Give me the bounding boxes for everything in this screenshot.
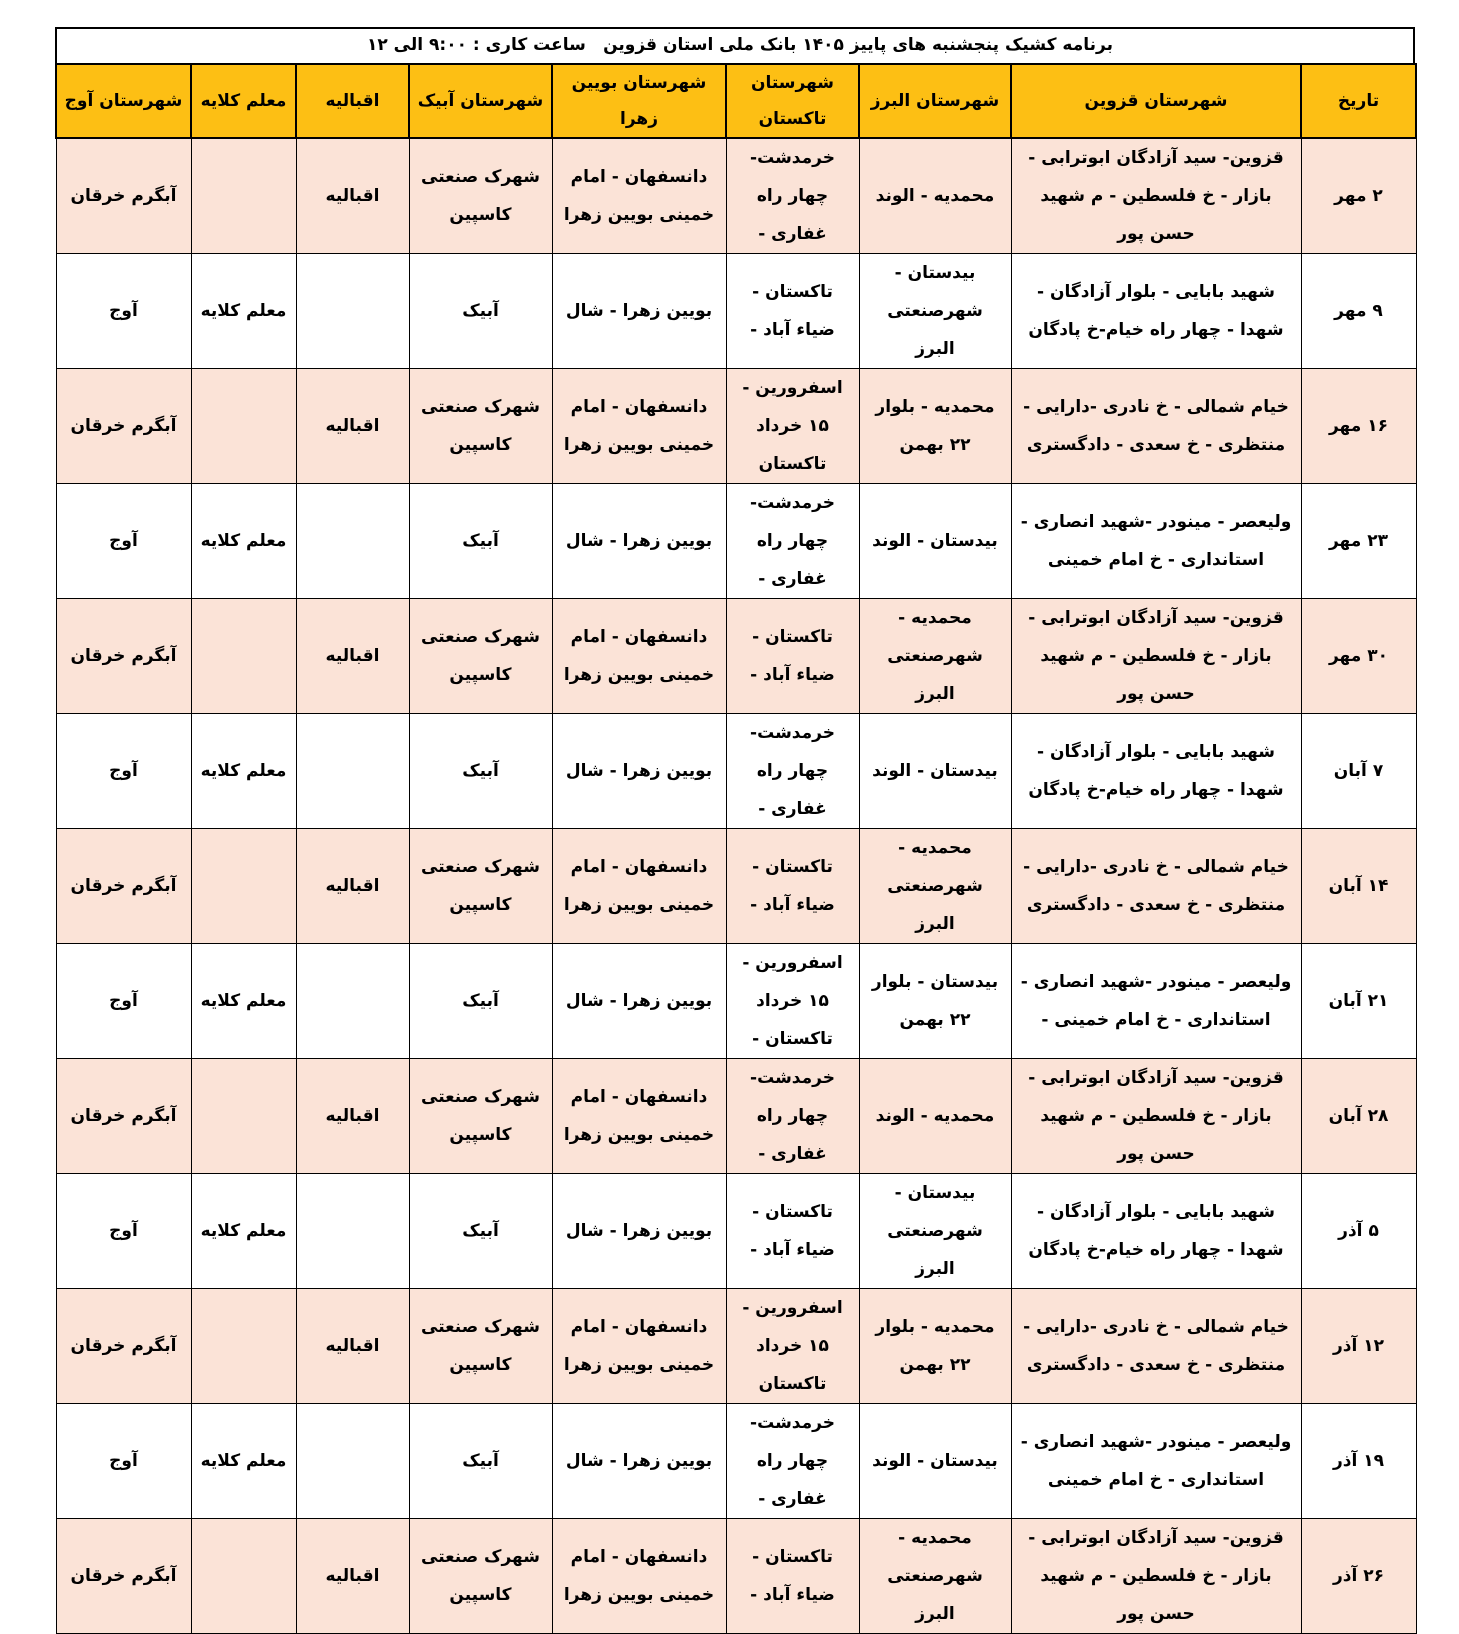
header-takestan: شهرستان تاکستان bbox=[726, 64, 859, 138]
cell-text: آوج bbox=[109, 301, 138, 321]
cell-text: معلم کلایه bbox=[200, 301, 287, 321]
cell-text: اسفرورین - ۱۵ خرداد تاکستان bbox=[742, 1298, 843, 1394]
cell-text: آبگرم خرقان bbox=[70, 1566, 177, 1586]
table-row bbox=[56, 1174, 1416, 1289]
cell-takestan bbox=[726, 714, 859, 829]
cell-text: بویین زهرا - شال bbox=[565, 1451, 713, 1471]
cell-moallem bbox=[191, 1059, 296, 1174]
cell-text: دانسفهان - امام خمینی بویین زهرا bbox=[563, 1087, 715, 1145]
cell-moallem bbox=[191, 1519, 296, 1634]
cell-buinzahra bbox=[552, 484, 726, 599]
cell-text: بیدستان - الوند bbox=[872, 1451, 998, 1471]
cell-qazvin bbox=[1011, 484, 1301, 599]
cell-date bbox=[1301, 1059, 1416, 1174]
cell-text: ولیعصر - مینودر -شهید انصاری - استانداری - خ امام خمینی - bbox=[1020, 972, 1292, 1030]
cell-text: شهرک صنعتی کاسپین bbox=[421, 627, 540, 685]
cell-text: دانسفهان - امام خمینی بویین زهرا bbox=[563, 857, 715, 915]
cell-alborz bbox=[859, 254, 1011, 369]
cell-avaj bbox=[56, 599, 191, 714]
cell-text: خرمدشت- چهار راه غفاری - bbox=[750, 1068, 835, 1164]
cell-text: شهید بابایی - بلوار آزادگان - شهدا - چهار راه خیام-خ پادگان bbox=[1028, 742, 1284, 800]
cell-alborz bbox=[859, 138, 1011, 254]
cell-abyek bbox=[409, 254, 552, 369]
cell-abyek bbox=[409, 599, 552, 714]
title-bar bbox=[55, 27, 1415, 63]
cell-date bbox=[1301, 369, 1416, 484]
cell-text: آبگرم خرقان bbox=[70, 876, 177, 896]
cell-date bbox=[1301, 599, 1416, 714]
cell-text: خیام شمالی - خ نادری -دارایی - منتظری - خ سعدی - دادگستری bbox=[1023, 1317, 1289, 1375]
cell-text: بیدستان - الوند bbox=[872, 761, 998, 781]
schedule-table bbox=[55, 63, 1417, 1634]
header-avaj: شهرستان آوج bbox=[56, 64, 191, 138]
cell-qazvin bbox=[1011, 599, 1301, 714]
cell-takestan bbox=[726, 1174, 859, 1289]
cell-alborz bbox=[859, 1289, 1011, 1404]
cell-text: تاکستان - ضیاء آباد - bbox=[750, 1547, 835, 1605]
cell-date bbox=[1301, 829, 1416, 944]
cell-text: قزوین- سید آزادگان ابوترابی - بازار - خ فلسطین - م شهید حسن پور bbox=[1028, 1068, 1284, 1164]
table-row bbox=[56, 1289, 1416, 1404]
cell-alborz bbox=[859, 599, 1011, 714]
header-buinzahra: شهرستان بویین زهرا bbox=[552, 64, 726, 138]
cell-text: محمدیه - شهرصنعتی البرز bbox=[887, 838, 983, 934]
header-row bbox=[56, 64, 1416, 138]
cell-text: قزوین- سید آزادگان ابوترابی - بازار - خ فلسطین - م شهید حسن پور bbox=[1028, 1528, 1284, 1624]
cell-moallem bbox=[191, 1174, 296, 1289]
cell-buinzahra bbox=[552, 829, 726, 944]
cell-abyek bbox=[409, 829, 552, 944]
cell-moallem bbox=[191, 138, 296, 254]
cell-avaj bbox=[56, 1174, 191, 1289]
cell-date bbox=[1301, 714, 1416, 829]
cell-alborz bbox=[859, 1519, 1011, 1634]
cell-text: ۱۶ مهر bbox=[1328, 416, 1388, 436]
cell-abyek bbox=[409, 1289, 552, 1404]
cell-text: آوج bbox=[109, 1221, 138, 1241]
cell-text: دانسفهان - امام خمینی بویین زهرا bbox=[563, 1317, 715, 1375]
cell-abyek bbox=[409, 1519, 552, 1634]
cell-qazvin bbox=[1011, 254, 1301, 369]
cell-text: ۳۰ مهر bbox=[1328, 646, 1388, 666]
cell-text: آبیک bbox=[462, 991, 499, 1011]
cell-text: آبیک bbox=[462, 761, 499, 781]
cell-takestan bbox=[726, 1519, 859, 1634]
cell-abyek bbox=[409, 714, 552, 829]
cell-text: خرمدشت- چهار راه غفاری - bbox=[750, 723, 835, 819]
header-moallem-kalayeh: معلم کلایه bbox=[191, 64, 296, 138]
cell-text: ۱۴ آبان bbox=[1328, 876, 1389, 896]
cell-text: تاکستان - ضیاء آباد - bbox=[750, 1202, 835, 1260]
cell-text: دانسفهان - امام خمینی بویین زهرا bbox=[563, 627, 715, 685]
cell-buinzahra bbox=[552, 369, 726, 484]
table-row bbox=[56, 944, 1416, 1059]
cell-abyek bbox=[409, 1404, 552, 1519]
cell-text: اقبالیه bbox=[325, 186, 380, 206]
cell-text: ولیعصر - مینودر -شهید انصاری - استانداری - خ امام خمینی bbox=[1020, 1432, 1292, 1490]
cell-moallem bbox=[191, 484, 296, 599]
table-row bbox=[56, 1059, 1416, 1174]
cell-text: محمدیه - الوند bbox=[875, 186, 995, 206]
cell-eqbalieh bbox=[296, 369, 409, 484]
table-row bbox=[56, 829, 1416, 944]
cell-text: خرمدشت- چهار راه غفاری - bbox=[750, 493, 835, 589]
cell-text: ۲۶ آذر bbox=[1332, 1566, 1385, 1586]
cell-buinzahra bbox=[552, 1289, 726, 1404]
cell-eqbalieh bbox=[296, 829, 409, 944]
cell-moallem bbox=[191, 254, 296, 369]
cell-buinzahra bbox=[552, 138, 726, 254]
cell-qazvin bbox=[1011, 1289, 1301, 1404]
cell-qazvin bbox=[1011, 714, 1301, 829]
cell-qazvin bbox=[1011, 829, 1301, 944]
cell-text: محمدیه - شهرصنعتی البرز bbox=[887, 1528, 983, 1624]
table-row bbox=[56, 1404, 1416, 1519]
cell-text: تاکستان - ضیاء آباد - bbox=[750, 627, 835, 685]
cell-qazvin bbox=[1011, 369, 1301, 484]
table-row bbox=[56, 1519, 1416, 1634]
cell-alborz bbox=[859, 1404, 1011, 1519]
cell-text: معلم کلایه bbox=[200, 991, 287, 1011]
cell-eqbalieh bbox=[296, 254, 409, 369]
cell-text: اسفرورین - ۱۵ خرداد تاکستان - bbox=[742, 953, 843, 1049]
cell-text: بیدستان - شهرصنعتی البرز bbox=[887, 263, 983, 359]
cell-qazvin bbox=[1011, 1174, 1301, 1289]
header-eqbalieh: اقبالیه bbox=[296, 64, 409, 138]
cell-text: اقبالیه bbox=[325, 1336, 380, 1356]
cell-eqbalieh bbox=[296, 1059, 409, 1174]
header-alborz: شهرستان البرز bbox=[859, 64, 1011, 138]
cell-alborz bbox=[859, 944, 1011, 1059]
cell-avaj bbox=[56, 829, 191, 944]
cell-alborz bbox=[859, 484, 1011, 599]
working-hours: ساعت کاری : ۹:۰۰ الی ۱۲ bbox=[367, 35, 586, 55]
cell-text: ۵ آذر bbox=[1338, 1221, 1379, 1241]
cell-takestan bbox=[726, 1059, 859, 1174]
cell-text: آبگرم خرقان bbox=[70, 416, 177, 436]
cell-eqbalieh bbox=[296, 1519, 409, 1634]
cell-text: اقبالیه bbox=[325, 876, 380, 896]
cell-text: دانسفهان - امام خمینی بویین زهرا bbox=[563, 397, 715, 455]
cell-buinzahra bbox=[552, 599, 726, 714]
cell-text: محمدیه - بلوار ۲۲ بهمن bbox=[875, 397, 995, 455]
cell-avaj bbox=[56, 1404, 191, 1519]
cell-takestan bbox=[726, 138, 859, 254]
cell-avaj bbox=[56, 1289, 191, 1404]
cell-avaj bbox=[56, 369, 191, 484]
cell-takestan bbox=[726, 484, 859, 599]
cell-alborz bbox=[859, 1059, 1011, 1174]
table-row bbox=[56, 254, 1416, 369]
cell-buinzahra bbox=[552, 1059, 726, 1174]
cell-text: آبگرم خرقان bbox=[70, 646, 177, 666]
cell-text: بویین زهرا - شال bbox=[565, 301, 713, 321]
cell-text: آبگرم خرقان bbox=[70, 1106, 177, 1126]
cell-alborz bbox=[859, 369, 1011, 484]
cell-takestan bbox=[726, 944, 859, 1059]
cell-takestan bbox=[726, 599, 859, 714]
cell-moallem bbox=[191, 1289, 296, 1404]
cell-text: ولیعصر - مینودر -شهید انصاری - استانداری - خ امام خمینی bbox=[1020, 512, 1292, 570]
cell-text: دانسفهان - امام خمینی بویین زهرا bbox=[563, 1547, 715, 1605]
cell-text: شهید بابایی - بلوار آزادگان - شهدا - چهار راه خیام-خ پادگان bbox=[1028, 282, 1284, 340]
cell-text: محمدیه - الوند bbox=[875, 1106, 995, 1126]
cell-text: ۹ مهر bbox=[1334, 301, 1383, 321]
table-row bbox=[56, 484, 1416, 599]
cell-text: معلم کلایه bbox=[200, 531, 287, 551]
table-row bbox=[56, 599, 1416, 714]
cell-eqbalieh bbox=[296, 599, 409, 714]
cell-abyek bbox=[409, 138, 552, 254]
cell-text: آوج bbox=[109, 531, 138, 551]
cell-buinzahra bbox=[552, 714, 726, 829]
cell-abyek bbox=[409, 484, 552, 599]
cell-text: خرمدشت- چهار راه غفاری - bbox=[750, 148, 835, 244]
cell-qazvin bbox=[1011, 944, 1301, 1059]
cell-date bbox=[1301, 1404, 1416, 1519]
cell-moallem bbox=[191, 369, 296, 484]
cell-text: شهرک صنعتی کاسپین bbox=[421, 1087, 540, 1145]
cell-takestan bbox=[726, 369, 859, 484]
cell-text: بویین زهرا - شال bbox=[565, 1221, 713, 1241]
cell-text: بویین زهرا - شال bbox=[565, 761, 713, 781]
cell-text: ۲ مهر bbox=[1334, 186, 1383, 206]
cell-text: خرمدشت- چهار راه غفاری - bbox=[750, 1413, 835, 1509]
cell-text: شهرک صنعتی کاسپین bbox=[421, 1317, 540, 1375]
cell-text: اسفرورین - ۱۵ خرداد تاکستان bbox=[742, 378, 843, 474]
cell-avaj bbox=[56, 1519, 191, 1634]
schedule-title: برنامه کشیک پنجشنبه های پاییز ۱۴۰۵ بانک ملی استان قزوین bbox=[603, 35, 1113, 55]
cell-text: ۲۳ مهر bbox=[1328, 531, 1388, 551]
cell-text: محمدیه - بلوار ۲۲ بهمن bbox=[875, 1317, 995, 1375]
cell-alborz bbox=[859, 1174, 1011, 1289]
cell-text: بیدستان - الوند bbox=[872, 531, 998, 551]
cell-alborz bbox=[859, 829, 1011, 944]
cell-qazvin bbox=[1011, 138, 1301, 254]
cell-avaj bbox=[56, 138, 191, 254]
cell-moallem bbox=[191, 714, 296, 829]
cell-text: آوج bbox=[109, 761, 138, 781]
cell-moallem bbox=[191, 944, 296, 1059]
cell-text: آبیک bbox=[462, 1451, 499, 1471]
cell-text: شهرک صنعتی کاسپین bbox=[421, 857, 540, 915]
cell-buinzahra bbox=[552, 944, 726, 1059]
cell-text: اقبالیه bbox=[325, 646, 380, 666]
cell-takestan bbox=[726, 1289, 859, 1404]
cell-text: ۱۲ آذر bbox=[1332, 1336, 1385, 1356]
header-date: تاریخ bbox=[1301, 64, 1416, 138]
cell-text: بویین زهرا - شال bbox=[565, 991, 713, 1011]
cell-text: دانسفهان - امام خمینی بویین زهرا bbox=[563, 167, 715, 225]
cell-eqbalieh bbox=[296, 1174, 409, 1289]
cell-text: شهید بابایی - بلوار آزادگان - شهدا - چهار راه خیام-خ پادگان bbox=[1028, 1202, 1284, 1260]
table-row bbox=[56, 714, 1416, 829]
cell-eqbalieh bbox=[296, 484, 409, 599]
cell-takestan bbox=[726, 254, 859, 369]
table-row bbox=[56, 138, 1416, 254]
cell-takestan bbox=[726, 1404, 859, 1519]
cell-text: خیام شمالی - خ نادری -دارایی - منتظری - خ سعدی - دادگستری bbox=[1023, 857, 1289, 915]
cell-text: آبگرم خرقان bbox=[70, 186, 177, 206]
cell-text: اقبالیه bbox=[325, 1106, 380, 1126]
cell-avaj bbox=[56, 254, 191, 369]
cell-text: بیدستان - بلوار ۲۲ بهمن bbox=[871, 972, 999, 1030]
cell-text: بیدستان - شهرصنعتی البرز bbox=[887, 1183, 983, 1279]
cell-text: آوج bbox=[109, 1451, 138, 1471]
cell-text: اقبالیه bbox=[325, 1566, 380, 1586]
cell-buinzahra bbox=[552, 1404, 726, 1519]
cell-eqbalieh bbox=[296, 944, 409, 1059]
cell-date bbox=[1301, 1174, 1416, 1289]
cell-abyek bbox=[409, 1059, 552, 1174]
header-abyek: شهرستان آبیک bbox=[409, 64, 552, 138]
schedule-sheet bbox=[55, 27, 1415, 1634]
cell-text: محمدیه - شهرصنعتی البرز bbox=[887, 608, 983, 704]
cell-buinzahra bbox=[552, 1519, 726, 1634]
cell-text: شهرک صنعتی کاسپین bbox=[421, 397, 540, 455]
cell-abyek bbox=[409, 944, 552, 1059]
cell-text: ۲۱ آبان bbox=[1328, 991, 1389, 1011]
cell-text: ۷ آبان bbox=[1333, 761, 1384, 781]
cell-date bbox=[1301, 944, 1416, 1059]
cell-qazvin bbox=[1011, 1519, 1301, 1634]
cell-text: خیام شمالی - خ نادری -دارایی - منتظری - خ سعدی - دادگستری bbox=[1023, 397, 1289, 455]
cell-text: تاکستان - ضیاء آباد - bbox=[750, 857, 835, 915]
cell-text: قزوین- سید آزادگان ابوترابی - بازار - خ فلسطین - م شهید حسن پور bbox=[1028, 608, 1284, 704]
cell-text: بویین زهرا - شال bbox=[565, 531, 713, 551]
cell-eqbalieh bbox=[296, 1289, 409, 1404]
cell-text: آبیک bbox=[462, 1221, 499, 1241]
cell-eqbalieh bbox=[296, 138, 409, 254]
cell-avaj bbox=[56, 484, 191, 599]
cell-abyek bbox=[409, 1174, 552, 1289]
cell-date bbox=[1301, 1519, 1416, 1634]
cell-date bbox=[1301, 484, 1416, 599]
cell-moallem bbox=[191, 829, 296, 944]
cell-text: معلم کلایه bbox=[200, 761, 287, 781]
cell-avaj bbox=[56, 944, 191, 1059]
cell-text: شهرک صنعتی کاسپین bbox=[421, 1547, 540, 1605]
cell-text: آبگرم خرقان bbox=[70, 1336, 177, 1356]
cell-text: قزوین- سید آزادگان ابوترابی - بازار - خ فلسطین - م شهید حسن پور bbox=[1028, 148, 1284, 244]
cell-date bbox=[1301, 138, 1416, 254]
cell-text: تاکستان - ضیاء آباد - bbox=[750, 282, 835, 340]
cell-date bbox=[1301, 254, 1416, 369]
cell-text: اقبالیه bbox=[325, 416, 380, 436]
cell-moallem bbox=[191, 599, 296, 714]
cell-qazvin bbox=[1011, 1404, 1301, 1519]
cell-qazvin bbox=[1011, 1059, 1301, 1174]
cell-eqbalieh bbox=[296, 1404, 409, 1519]
table-row bbox=[56, 369, 1416, 484]
cell-moallem bbox=[191, 1404, 296, 1519]
cell-text: معلم کلایه bbox=[200, 1221, 287, 1241]
cell-avaj bbox=[56, 714, 191, 829]
cell-text: آبیک bbox=[462, 531, 499, 551]
cell-text: شهرک صنعتی کاسپین bbox=[421, 167, 540, 225]
cell-text: آبیک bbox=[462, 301, 499, 321]
cell-text: ۱۹ آذر bbox=[1332, 1451, 1385, 1471]
cell-avaj bbox=[56, 1059, 191, 1174]
cell-alborz bbox=[859, 714, 1011, 829]
cell-text: آوج bbox=[109, 991, 138, 1011]
cell-abyek bbox=[409, 369, 552, 484]
cell-text: ۲۸ آبان bbox=[1328, 1106, 1389, 1126]
cell-eqbalieh bbox=[296, 714, 409, 829]
cell-date bbox=[1301, 1289, 1416, 1404]
cell-text: معلم کلایه bbox=[200, 1451, 287, 1471]
cell-buinzahra bbox=[552, 1174, 726, 1289]
cell-takestan bbox=[726, 829, 859, 944]
header-qazvin: شهرستان قزوین bbox=[1011, 64, 1301, 138]
cell-buinzahra bbox=[552, 254, 726, 369]
